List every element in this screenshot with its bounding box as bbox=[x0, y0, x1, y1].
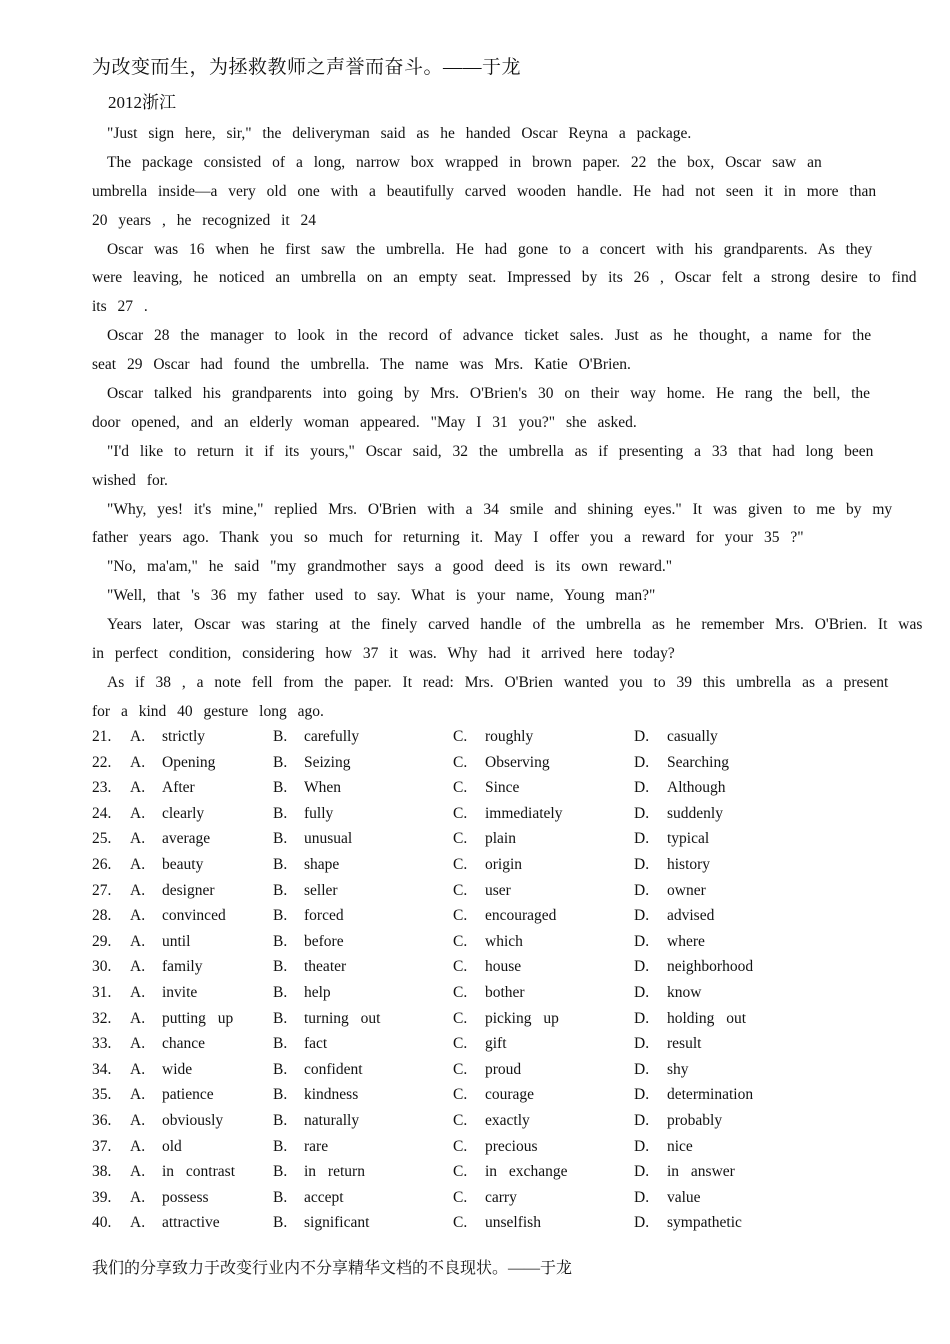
option-c: in exchange bbox=[485, 1163, 568, 1181]
option-letter-c: C. bbox=[453, 881, 468, 899]
option-b: significant bbox=[304, 1214, 370, 1232]
question-number: 24. bbox=[92, 804, 112, 822]
option-letter-c: C. bbox=[453, 855, 468, 873]
option-letter-b: B. bbox=[273, 1111, 288, 1129]
option-letter-b: B. bbox=[273, 728, 288, 745]
option-letter-c: C. bbox=[453, 983, 468, 1001]
option-letter-d: D. bbox=[634, 830, 650, 848]
option-b: Seizing bbox=[304, 753, 351, 771]
option-d: value bbox=[667, 1188, 701, 1206]
question-number: 21. bbox=[92, 728, 112, 745]
passage-line: were leaving, he noticed an umbrella on an empty seat. Impressed by its 26 , Oscar felt a strong desire to find bbox=[92, 269, 917, 287]
option-a: putting up bbox=[162, 1009, 234, 1027]
option-b: accept bbox=[304, 1188, 344, 1206]
question-number: 37. bbox=[92, 1137, 112, 1155]
option-letter-d: D. bbox=[634, 1086, 650, 1104]
passage-line: its 27 . bbox=[92, 298, 148, 316]
option-d: Although bbox=[667, 779, 726, 797]
option-letter-a: A. bbox=[130, 983, 146, 1001]
option-row bbox=[92, 1185, 942, 1211]
passage-line: "No, ma'am," he said "my grandmother says a good deed is its own reward." bbox=[107, 558, 673, 576]
option-letter-b: B. bbox=[273, 1188, 288, 1206]
option-a: obviously bbox=[162, 1111, 224, 1129]
question-number: 36. bbox=[92, 1111, 112, 1129]
option-letter-b: B. bbox=[273, 804, 288, 822]
passage-line: The package consisted of a long, narrow box wrapped in brown paper. 22 the box, Oscar saw an bbox=[107, 153, 822, 171]
option-row bbox=[92, 1159, 942, 1185]
option-letter-a: A. bbox=[130, 1009, 146, 1027]
option-letter-a: A. bbox=[130, 1086, 146, 1104]
option-a: invite bbox=[162, 983, 198, 1001]
option-a: beauty bbox=[162, 855, 204, 873]
option-a: family bbox=[162, 958, 203, 976]
option-c: plain bbox=[485, 830, 516, 848]
option-c: unselfish bbox=[485, 1214, 541, 1232]
question-number: 38. bbox=[92, 1163, 112, 1181]
option-c: bother bbox=[485, 983, 525, 1001]
option-row bbox=[92, 1210, 942, 1236]
option-letter-b: B. bbox=[273, 1009, 288, 1027]
answer-options-list bbox=[92, 724, 942, 1236]
option-letter-a: A. bbox=[130, 753, 146, 771]
option-letter-a: A. bbox=[130, 881, 146, 899]
option-row bbox=[92, 1031, 942, 1057]
option-row bbox=[92, 775, 942, 801]
option-b: fully bbox=[304, 804, 334, 822]
option-letter-a: A. bbox=[130, 1035, 146, 1053]
option-c: carry bbox=[485, 1188, 517, 1206]
question-number: 32. bbox=[92, 1009, 112, 1027]
option-c: exactly bbox=[485, 1111, 530, 1129]
option-letter-a: A. bbox=[130, 1137, 146, 1155]
option-letter-a: A. bbox=[130, 1111, 146, 1129]
option-letter-c: C. bbox=[453, 1060, 468, 1078]
option-letter-d: D. bbox=[634, 881, 650, 899]
option-d: owner bbox=[667, 881, 706, 899]
option-c: origin bbox=[485, 855, 523, 873]
option-d: shy bbox=[667, 1060, 689, 1078]
option-letter-b: B. bbox=[273, 881, 288, 899]
option-letter-a: A. bbox=[130, 804, 146, 822]
option-letter-d: D. bbox=[634, 855, 650, 873]
option-letter-c: C. bbox=[453, 728, 468, 745]
option-row bbox=[92, 1082, 942, 1108]
option-a: strictly bbox=[162, 728, 206, 745]
question-number: 39. bbox=[92, 1188, 112, 1206]
question-number: 23. bbox=[92, 779, 112, 797]
option-letter-d: D. bbox=[634, 932, 650, 950]
option-row bbox=[92, 1057, 942, 1083]
option-b: forced bbox=[304, 907, 344, 925]
option-d: casually bbox=[667, 728, 718, 745]
passage-line: As if 38 , a note fell from the paper. It read: Mrs. O'Brien wanted you to 39 this umbrella as a present bbox=[107, 673, 889, 691]
option-b: shape bbox=[304, 855, 340, 873]
option-row bbox=[92, 878, 942, 904]
option-c: gift bbox=[485, 1035, 507, 1053]
option-a: old bbox=[162, 1137, 182, 1155]
option-letter-d: D. bbox=[634, 1111, 650, 1129]
option-a: possess bbox=[162, 1188, 209, 1206]
passage-line: seat 29 Oscar had found the umbrella. The name was Mrs. Katie O'Brien. bbox=[92, 356, 631, 374]
option-d: sympathetic bbox=[667, 1214, 742, 1232]
option-letter-c: C. bbox=[453, 1137, 468, 1155]
option-c: roughly bbox=[485, 728, 534, 745]
option-letter-c: C. bbox=[453, 830, 468, 848]
option-letter-a: A. bbox=[130, 907, 146, 925]
option-letter-c: C. bbox=[453, 907, 468, 925]
option-letter-a: A. bbox=[130, 728, 146, 745]
option-row bbox=[92, 929, 942, 955]
option-letter-c: C. bbox=[453, 1111, 468, 1129]
option-row bbox=[92, 801, 942, 827]
option-letter-b: B. bbox=[273, 830, 288, 848]
exam-year-title: 2012浙江 bbox=[108, 93, 176, 112]
option-letter-d: D. bbox=[634, 958, 650, 976]
question-number: 35. bbox=[92, 1086, 112, 1104]
option-a: convinced bbox=[162, 907, 226, 925]
option-letter-c: C. bbox=[453, 1086, 468, 1104]
option-letter-d: D. bbox=[634, 1188, 650, 1206]
question-number: 27. bbox=[92, 881, 112, 899]
option-letter-c: C. bbox=[453, 1035, 468, 1053]
passage-line: Oscar was 16 when he first saw the umbrella. He had gone to a concert with his grandparents. As they bbox=[107, 240, 873, 258]
question-number: 29. bbox=[92, 932, 112, 950]
option-b: unusual bbox=[304, 830, 353, 848]
option-letter-a: A. bbox=[130, 1060, 146, 1078]
option-letter-d: D. bbox=[634, 753, 650, 771]
option-d: Searching bbox=[667, 753, 729, 771]
option-c: Observing bbox=[485, 753, 550, 771]
option-c: courage bbox=[485, 1086, 535, 1104]
option-letter-b: B. bbox=[273, 983, 288, 1001]
option-a: average bbox=[162, 830, 211, 848]
option-letter-c: C. bbox=[453, 1163, 468, 1181]
option-letter-c: C. bbox=[453, 753, 468, 771]
option-b: rare bbox=[304, 1137, 329, 1155]
option-a: clearly bbox=[162, 804, 205, 822]
question-number: 25. bbox=[92, 830, 112, 848]
option-c: Since bbox=[485, 779, 520, 797]
option-b: before bbox=[304, 932, 344, 950]
option-letter-b: B. bbox=[273, 907, 288, 925]
option-letter-d: D. bbox=[634, 1163, 650, 1181]
option-c: immediately bbox=[485, 804, 563, 822]
option-row bbox=[92, 852, 942, 878]
option-c: precious bbox=[485, 1137, 538, 1155]
option-d: suddenly bbox=[667, 804, 723, 822]
option-b: carefully bbox=[304, 728, 360, 745]
option-b: When bbox=[304, 779, 342, 797]
option-row bbox=[92, 1006, 942, 1032]
option-letter-b: B. bbox=[273, 855, 288, 873]
option-row bbox=[92, 724, 942, 750]
option-d: holding out bbox=[667, 1009, 747, 1027]
option-letter-d: D. bbox=[634, 983, 650, 1001]
passage-line: in perfect condition, considering how 37 it was. Why had it arrived here today? bbox=[92, 645, 675, 663]
option-a: in contrast bbox=[162, 1163, 235, 1181]
option-a: until bbox=[162, 932, 191, 950]
option-row bbox=[92, 1134, 942, 1160]
option-b: kindness bbox=[304, 1086, 359, 1104]
option-letter-b: B. bbox=[273, 753, 288, 771]
option-b: naturally bbox=[304, 1111, 360, 1129]
option-b: help bbox=[304, 983, 331, 1001]
option-row bbox=[92, 826, 942, 852]
passage-line: Years later, Oscar was staring at the finely carved handle of the umbrella as he remember Mrs. O'Brien. It was bbox=[107, 616, 923, 634]
option-letter-a: A. bbox=[130, 855, 146, 873]
option-letter-b: B. bbox=[273, 1035, 288, 1053]
option-letter-b: B. bbox=[273, 932, 288, 950]
option-row bbox=[92, 1108, 942, 1134]
option-b: seller bbox=[304, 881, 338, 899]
option-c: user bbox=[485, 881, 511, 899]
option-c: which bbox=[485, 932, 523, 950]
option-d: history bbox=[667, 855, 711, 873]
passage-line: "Just sign here, sir," the deliveryman said as he handed Oscar Reyna a package. bbox=[107, 125, 692, 142]
passage-line: "I'd like to return it if its yours," Oscar said, 32 the umbrella as if presenting a 33 that had long been bbox=[107, 442, 874, 460]
option-a: attractive bbox=[162, 1214, 220, 1232]
option-d: nice bbox=[667, 1137, 693, 1155]
option-letter-c: C. bbox=[453, 1009, 468, 1027]
option-d: result bbox=[667, 1035, 702, 1053]
option-c: house bbox=[485, 958, 522, 976]
option-d: typical bbox=[667, 830, 710, 848]
option-letter-a: A. bbox=[130, 932, 146, 950]
option-b: turning out bbox=[304, 1009, 381, 1027]
option-d: neighborhood bbox=[667, 958, 754, 976]
cloze-passage bbox=[92, 120, 942, 727]
option-letter-b: B. bbox=[273, 958, 288, 976]
option-letter-d: D. bbox=[634, 1060, 650, 1078]
option-b: fact bbox=[304, 1035, 328, 1053]
passage-line: door opened, and an elderly woman appeared. "May I 31 you?" she asked. bbox=[92, 413, 637, 431]
question-number: 26. bbox=[92, 855, 112, 873]
passage-line: 20 years , he recognized it 24 bbox=[92, 211, 317, 229]
option-b: theater bbox=[304, 958, 347, 976]
option-letter-b: B. bbox=[273, 779, 288, 797]
option-letter-c: C. bbox=[453, 958, 468, 976]
option-b: in return bbox=[304, 1163, 365, 1181]
option-d: in answer bbox=[667, 1163, 735, 1181]
option-letter-d: D. bbox=[634, 1137, 650, 1155]
option-letter-b: B. bbox=[273, 1214, 288, 1232]
question-number: 33. bbox=[92, 1035, 112, 1053]
option-letter-c: C. bbox=[453, 1188, 468, 1206]
option-letter-b: B. bbox=[273, 1060, 288, 1078]
passage-line: Oscar talked his grandparents into going by Mrs. O'Brien's 30 on their way home. He rang the bell, the bbox=[107, 385, 871, 403]
passage-line: umbrella inside—a very old one with a beautifully carved wooden handle. He had not seen it in more than bbox=[92, 182, 877, 200]
option-letter-b: B. bbox=[273, 1137, 288, 1155]
option-letter-b: B. bbox=[273, 1163, 288, 1181]
option-letter-a: A. bbox=[130, 1214, 146, 1232]
option-row bbox=[92, 750, 942, 776]
option-row bbox=[92, 954, 942, 980]
option-row bbox=[92, 980, 942, 1006]
option-d: where bbox=[667, 932, 705, 950]
passage-line: "Well, that 's 36 my father used to say. What is your name, Young man?" bbox=[107, 587, 656, 605]
option-letter-c: C. bbox=[453, 932, 468, 950]
option-letter-a: A. bbox=[130, 958, 146, 976]
question-number: 40. bbox=[92, 1214, 112, 1232]
option-c: proud bbox=[485, 1060, 522, 1078]
option-letter-d: D. bbox=[634, 1035, 650, 1053]
option-letter-d: D. bbox=[634, 1214, 650, 1232]
option-letter-a: A. bbox=[130, 1163, 146, 1181]
option-row bbox=[92, 903, 942, 929]
question-number: 28. bbox=[92, 907, 112, 925]
option-letter-c: C. bbox=[453, 1214, 468, 1232]
option-letter-d: D. bbox=[634, 804, 650, 822]
passage-line: wished for. bbox=[92, 471, 168, 489]
option-a: After bbox=[162, 779, 195, 797]
option-d: determination bbox=[667, 1086, 754, 1104]
option-a: designer bbox=[162, 881, 215, 899]
option-c: encouraged bbox=[485, 907, 557, 925]
option-letter-b: B. bbox=[273, 1086, 288, 1104]
option-d: advised bbox=[667, 907, 715, 925]
footer-note: 我们的分享致力于改变行业内不分享精华文档的不良现状。——于龙 bbox=[92, 1260, 573, 1277]
option-letter-d: D. bbox=[634, 779, 650, 797]
question-number: 22. bbox=[92, 753, 112, 771]
option-letter-c: C. bbox=[453, 779, 468, 797]
header-slogan: 为改变而生，为拯救教师之声誉而奋斗。——于龙 bbox=[92, 57, 522, 78]
option-letter-c: C. bbox=[453, 804, 468, 822]
option-letter-a: A. bbox=[130, 779, 146, 797]
option-letter-d: D. bbox=[634, 1009, 650, 1027]
option-letter-d: D. bbox=[634, 907, 650, 925]
option-b: confident bbox=[304, 1060, 363, 1078]
question-number: 31. bbox=[92, 983, 112, 1001]
option-a: Opening bbox=[162, 753, 216, 771]
question-number: 30. bbox=[92, 958, 112, 976]
option-letter-a: A. bbox=[130, 1188, 146, 1206]
option-a: wide bbox=[162, 1060, 193, 1078]
passage-line: for a kind 40 gesture long ago. bbox=[92, 702, 324, 720]
option-c: picking up bbox=[485, 1009, 559, 1027]
passage-line: Oscar 28 the manager to look in the record of advance ticket sales. Just as he thought, a name for the bbox=[107, 327, 872, 345]
option-d: probably bbox=[667, 1111, 723, 1129]
question-number: 34. bbox=[92, 1060, 112, 1078]
option-a: chance bbox=[162, 1035, 206, 1053]
option-letter-a: A. bbox=[130, 830, 146, 848]
passage-line: "Why, yes! it's mine," replied Mrs. O'Brien with a 34 smile and shining eyes." It was given to me by my bbox=[107, 500, 893, 518]
option-letter-d: D. bbox=[634, 728, 650, 745]
option-d: know bbox=[667, 983, 702, 1001]
passage-line: father years ago. Thank you so much for returning it. May I offer you a reward for your 35 ?" bbox=[92, 529, 804, 547]
option-a: patience bbox=[162, 1086, 214, 1104]
